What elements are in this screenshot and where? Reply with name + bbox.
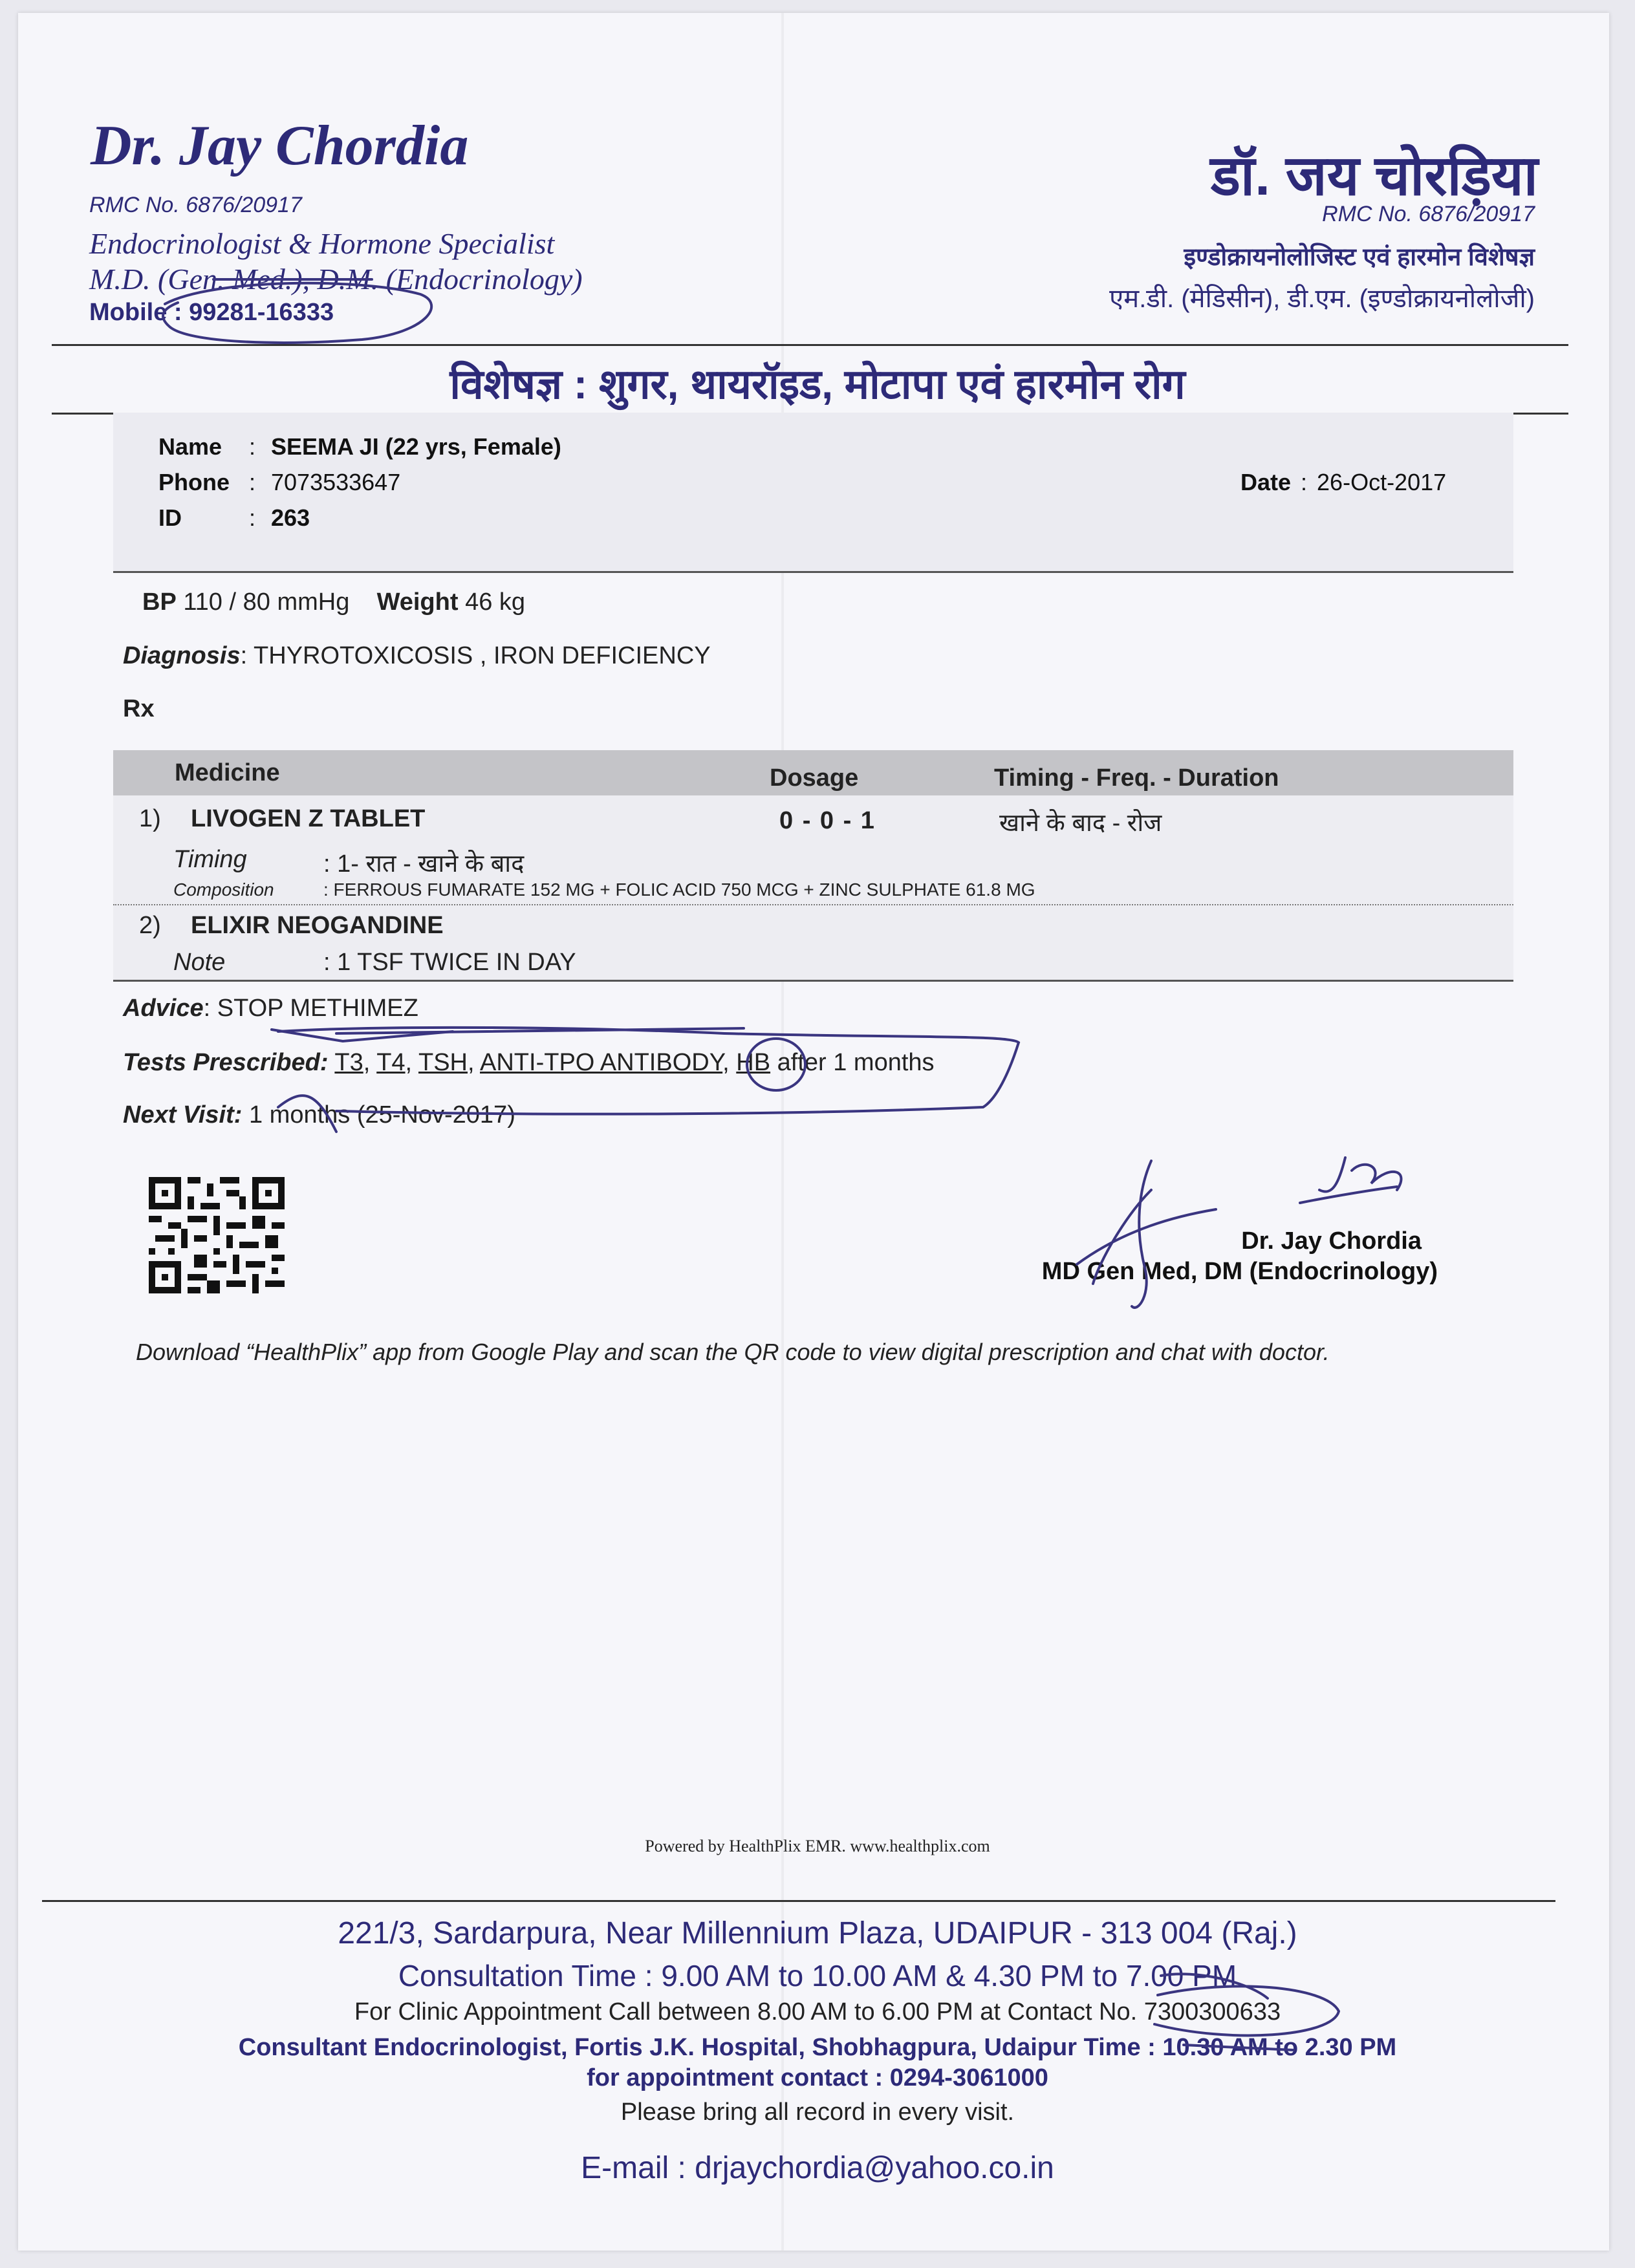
phone-label: Phone — [158, 469, 230, 495]
footer-records: Please bring all record in every visit. — [620, 2099, 1015, 2126]
medicine-1-composition: : FERROUS FUMARATE 152 MG + FOLIC ACID 750 MCG + ZINC SULPHATE 61.8 MG — [323, 880, 1035, 900]
medicine-table-header — [113, 750, 1513, 795]
weight-label: Weight — [376, 589, 459, 616]
footer-address: 221/3, Sardarpura, Near Millennium Plaza, UDAIPUR - 313 004 (Raj.) — [338, 1916, 1297, 1950]
col-medicine: Medicine — [175, 759, 280, 786]
bp-label: BP — [142, 589, 177, 616]
diagnosis-row — [123, 642, 711, 670]
medicine-1-number: 1) — [139, 805, 161, 832]
weight-value: 46 kg — [465, 589, 526, 616]
signature-degree: MD Gen Med, DM (Endocrinology) — [1041, 1258, 1438, 1285]
visit-date: 26-Oct-2017 — [1317, 469, 1447, 495]
vitals-row — [142, 589, 525, 616]
test-hb: HB — [736, 1049, 771, 1076]
medicine-1-timing-label: Timing — [173, 846, 247, 873]
rmc-number: RMC No. 6876/20917 — [89, 193, 302, 217]
bp-value: 110 / 80 mmHg — [183, 589, 350, 616]
patient-id: 263 — [271, 504, 310, 531]
specialty-banner-hindi: विशेषज्ञ : शुगर, थायरॉइड, मोटापा एवं हारमोन रोग — [449, 361, 1186, 407]
medicine-2-note: : 1 TSF TWICE IN DAY — [323, 949, 576, 976]
doctor-specialty-hindi: इण्डोक्रायनोलोजिस्ट एवं हारमोन विशेषज्ञ — [1184, 244, 1535, 271]
next-visit-row — [123, 1101, 515, 1129]
patient-phone-row: Phone : 7073533647 — [158, 469, 401, 495]
footer-rule — [42, 1900, 1555, 1902]
advice-row — [123, 995, 418, 1022]
footer-clinic-call: For Clinic Appointment Call between 8.00 AM to 6.00 PM at Contact No. 7300300633 — [354, 1998, 1281, 2025]
paper-fold — [781, 13, 784, 2251]
diagnosis-label: Diagnosis — [123, 642, 241, 669]
medicine-1-dosage: 0 - 0 - 1 — [779, 807, 876, 834]
date-label: Date — [1240, 469, 1292, 495]
prescription-page — [18, 13, 1609, 2251]
tests-suffix: after 1 months — [777, 1049, 935, 1076]
footer-consultation-time: Consultation Time : 9.00 AM to 10.00 AM & 4.30 PM to 7.00 PM — [398, 1959, 1237, 1993]
patient-name-row: Name : SEEMA JI (22 yrs, Female) — [158, 433, 561, 460]
test-tsh: TSH — [418, 1049, 468, 1076]
tests-label: Tests Prescribed: — [123, 1049, 329, 1076]
test-t3: T3 — [334, 1049, 363, 1076]
diagnosis-value: : THYROTOXICOSIS , IRON DEFICIENCY — [240, 642, 711, 669]
medicine-1-name: LIVOGEN Z TABLET — [191, 805, 426, 832]
medicine-2-name: ELIXIR NEOGANDINE — [191, 912, 444, 939]
tests-row: Tests Prescribed: T3, T4, TSH, ANTI-TPO ANTIBODY, HB after 1 months — [123, 1049, 935, 1076]
rx-symbol: Rx — [123, 695, 155, 722]
doctor-name-hindi: डॉ. जय चोरड़िया — [1210, 145, 1538, 207]
medicine-1-timing: : 1- रात - खाने के बाद — [323, 850, 525, 878]
doctor-specialty: Endocrinologist & Hormone Specialist — [89, 227, 555, 260]
patient-phone: 7073533647 — [271, 469, 401, 495]
download-app-note: Download “HealthPlix” app from Google Play and scan the QR code to view digital prescription and chat with doctor. — [136, 1339, 1330, 1365]
doctor-name: Dr. Jay Chordia — [91, 114, 469, 177]
medicine-2-note-label: Note — [173, 949, 226, 976]
footer-appointment: for appointment contact : 0294-3061000 — [587, 2064, 1048, 2091]
medicine-2-number: 2) — [139, 912, 161, 939]
signature-name: Dr. Jay Chordia — [1241, 1227, 1422, 1255]
qr-code — [149, 1177, 285, 1293]
powered-by: Powered by HealthPlix EMR. www.healthplix.com — [645, 1837, 990, 1855]
doctor-mobile: Mobile : 99281-16333 — [89, 299, 334, 326]
advice-label: Advice — [123, 995, 204, 1022]
next-visit-label: Next Visit: — [123, 1101, 243, 1129]
medicine-divider — [113, 904, 1513, 905]
id-label: ID — [158, 504, 182, 531]
advice-value: : STOP METHIMEZ — [203, 995, 418, 1022]
test-anti-tpo: ANTI-TPO ANTIBODY — [480, 1049, 723, 1076]
footer-fortis: Consultant Endocrinologist, Fortis J.K. Hospital, Shobhagpura, Udaipur Time : 10.30 AM to 2.30 PM — [238, 2034, 1397, 2061]
doctor-degrees-hindi: एम.डी. (मेडिसीन), डी.एम. (इण्डोक्रायनोलोजी) — [1109, 285, 1535, 313]
col-dosage: Dosage — [770, 764, 859, 792]
footer-email: E-mail : drjaychordia@yahoo.co.in — [581, 2151, 1054, 2185]
doctor-degrees: M.D. (Gen. Med.), D.M. (Endocrinology) — [89, 263, 583, 296]
medicine-1-frequency: खाने के बाद - रोज — [999, 810, 1162, 837]
visit-date-row: Date : 26-Oct-2017 — [1240, 469, 1447, 495]
col-timing: Timing - Freq. - Duration — [994, 764, 1279, 792]
medicine-1-composition-label: Composition — [173, 880, 274, 900]
name-label: Name — [158, 433, 222, 460]
header-rule-top — [52, 344, 1568, 346]
next-visit-value: 1 months (25-Nov-2017) — [248, 1101, 515, 1129]
patient-id-row: ID : 263 — [158, 504, 310, 531]
patient-name: SEEMA JI (22 yrs, Female) — [271, 433, 561, 460]
rmc-number-hindi-side: RMC No. 6876/20917 — [1322, 202, 1535, 226]
test-t4: T4 — [376, 1049, 406, 1076]
